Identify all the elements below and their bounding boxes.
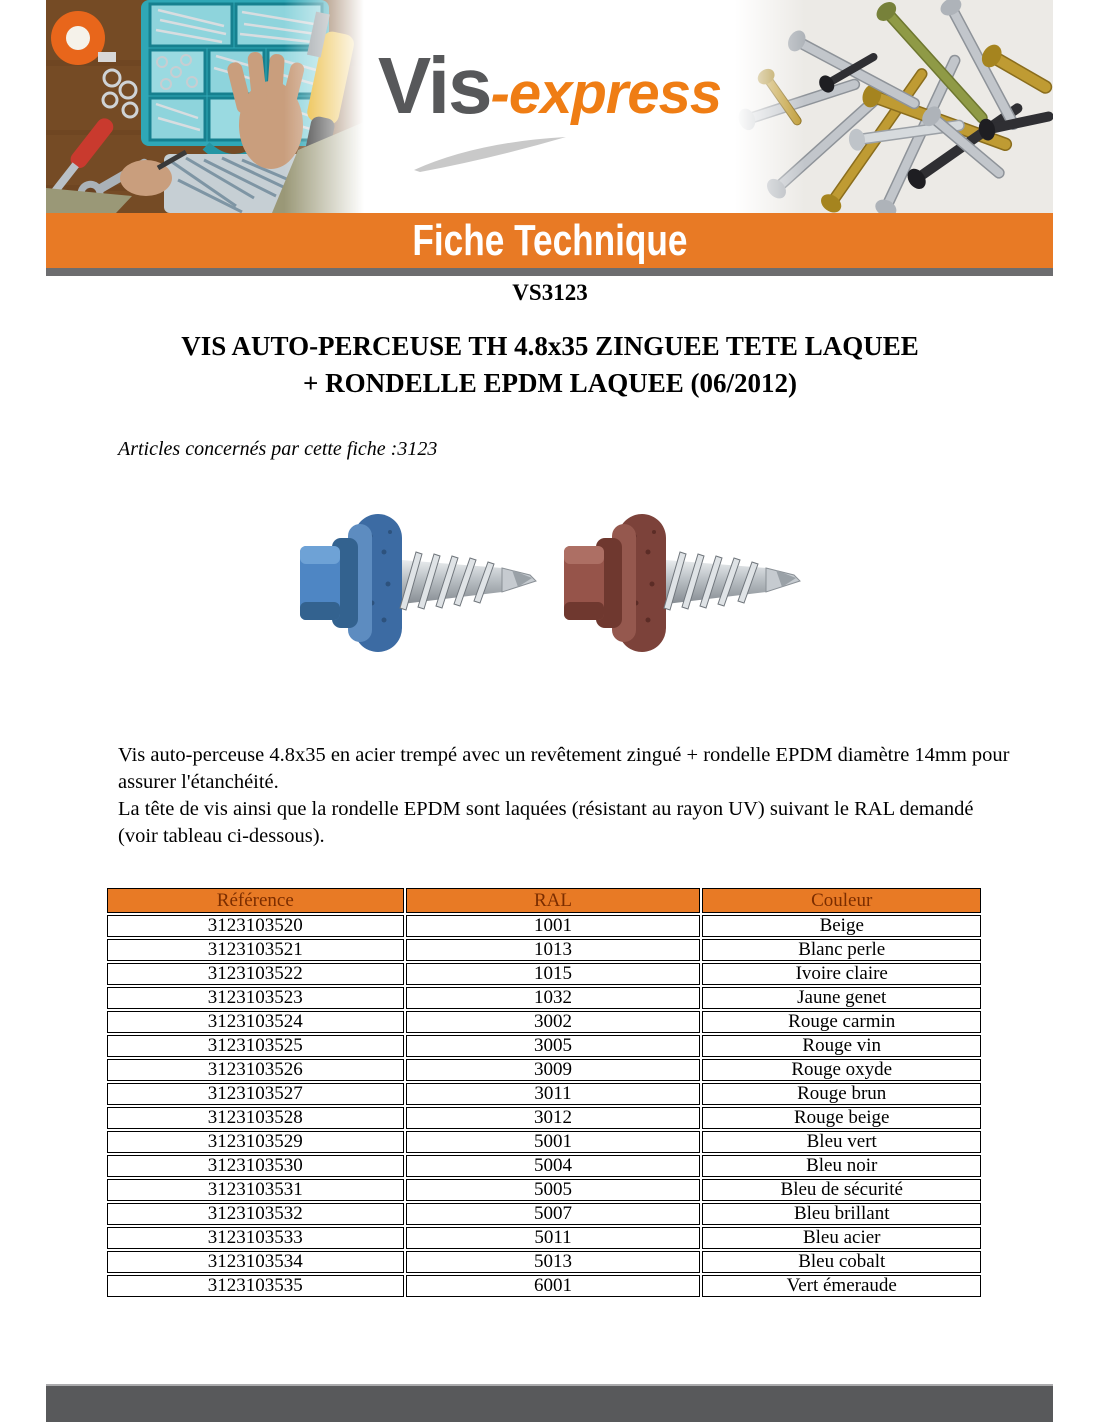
table-cell: Bleu brillant	[702, 1203, 981, 1225]
table-cell: 3123103524	[107, 1011, 404, 1033]
table-cell: Vert émeraude	[702, 1275, 981, 1297]
product-description	[118, 742, 1010, 850]
table-row	[107, 1275, 981, 1297]
table-row	[107, 1035, 981, 1057]
table-cell: Rouge vin	[702, 1035, 981, 1057]
logo-text-vis: Vis	[377, 41, 491, 130]
table-cell: Bleu de sécurité	[702, 1179, 981, 1201]
blue-screw-image	[292, 508, 542, 658]
table-cell: Beige	[702, 915, 981, 937]
table-cell: 3011	[406, 1083, 701, 1105]
pile-of-screws-illustration	[735, 0, 1053, 213]
table-cell: 3123103520	[107, 915, 404, 937]
table-cell: Bleu acier	[702, 1227, 981, 1249]
table-cell: 3123103525	[107, 1035, 404, 1057]
table-row	[107, 1227, 981, 1249]
table-cell: Bleu noir	[702, 1155, 981, 1177]
table-row	[107, 987, 981, 1009]
table-cell: 3123103526	[107, 1059, 404, 1081]
product-title-line2: + RONDELLE EPDM LAQUEE (06/2012)	[303, 368, 797, 398]
table-cell: 3123103527	[107, 1083, 404, 1105]
product-images	[292, 498, 822, 668]
table-cell: 5013	[406, 1251, 701, 1273]
table-cell: 5011	[406, 1227, 701, 1249]
table-cell: 3009	[406, 1059, 701, 1081]
logo-zone	[364, 0, 735, 213]
table-row	[107, 915, 981, 937]
articles-note: Articles concernés par cette fiche :3123	[118, 438, 438, 460]
table-cell: 3123103535	[107, 1275, 404, 1297]
footer-bar	[46, 1384, 1053, 1422]
table-cell: 3123103523	[107, 987, 404, 1009]
column-header-couleur: Couleur	[702, 888, 981, 913]
pile-of-screws-photo	[735, 0, 1053, 213]
table-cell: Bleu vert	[702, 1131, 981, 1153]
table-row	[107, 939, 981, 961]
description-paragraph-2: La tête de vis ainsi que la rondelle EPDM sont laquées (résistant au rayon UV) suivant le RAL demandé (voir tableau ci-dessous).	[118, 798, 974, 847]
product-title	[0, 328, 1100, 402]
table-row	[107, 1203, 981, 1225]
description-paragraph-1: Vis auto-perceuse 4.8x35 en acier trempé avec un revêtement zingué + rondelle EPDM diamètre 14mm pour assurer l'étanchéité.	[118, 744, 1010, 793]
table-cell: 3123103529	[107, 1131, 404, 1153]
table-cell: Rouge beige	[702, 1107, 981, 1129]
table-cell: Blanc perle	[702, 939, 981, 961]
column-header-reference: Référence	[107, 888, 404, 913]
table-row	[107, 963, 981, 985]
ral-color-table	[105, 886, 983, 1299]
table-cell: Rouge carmin	[702, 1011, 981, 1033]
table-cell: 3123103528	[107, 1107, 404, 1129]
table-header-row	[107, 888, 981, 913]
document-code: VS3123	[512, 280, 588, 305]
table-row	[107, 1179, 981, 1201]
table-row	[107, 1107, 981, 1129]
table-cell: Rouge oxyde	[702, 1059, 981, 1081]
table-cell: 1013	[406, 939, 701, 961]
table-row	[107, 1155, 981, 1177]
table-cell: 5001	[406, 1131, 701, 1153]
table-row	[107, 1059, 981, 1081]
vis-express-logo	[378, 40, 721, 132]
table-cell: 3002	[406, 1011, 701, 1033]
product-title-line1: VIS AUTO-PERCEUSE TH 4.8x35 ZINGUEE TETE LAQUEE	[181, 331, 919, 361]
table-cell: 5005	[406, 1179, 701, 1201]
logo-swoosh-icon	[410, 134, 570, 174]
banner-underline	[46, 268, 1053, 276]
table-cell: 3012	[406, 1107, 701, 1129]
table-cell: Rouge brun	[702, 1083, 981, 1105]
table-cell: 1032	[406, 987, 701, 1009]
table-cell: Ivoire claire	[702, 963, 981, 985]
hands-sorting-screws-photo	[46, 0, 364, 213]
column-header-ral: RAL	[406, 888, 701, 913]
table-row	[107, 1131, 981, 1153]
table-cell: 3123103534	[107, 1251, 404, 1273]
table-cell: 1015	[406, 963, 701, 985]
hands-sorting-screws-illustration	[46, 0, 364, 213]
header-band	[46, 0, 1053, 213]
brown-screw-image	[556, 508, 806, 658]
table-row	[107, 1251, 981, 1273]
fiche-technique-banner	[46, 213, 1053, 268]
table-cell: 1001	[406, 915, 701, 937]
table-cell: 3123103522	[107, 963, 404, 985]
table-row	[107, 1083, 981, 1105]
table-cell: 5007	[406, 1203, 701, 1225]
table-cell: 5004	[406, 1155, 701, 1177]
table-cell: Jaune genet	[702, 987, 981, 1009]
logo-text-express: -express	[490, 61, 722, 126]
table-cell: Bleu cobalt	[702, 1251, 981, 1273]
table-cell: 6001	[406, 1275, 701, 1297]
table-cell: 3123103521	[107, 939, 404, 961]
table-cell: 3123103533	[107, 1227, 404, 1249]
table-cell: 3005	[406, 1035, 701, 1057]
table-cell: 3123103531	[107, 1179, 404, 1201]
table-cell: 3123103532	[107, 1203, 404, 1225]
banner-title: Fiche Technique	[411, 215, 688, 265]
table-row	[107, 1011, 981, 1033]
table-cell: 3123103530	[107, 1155, 404, 1177]
